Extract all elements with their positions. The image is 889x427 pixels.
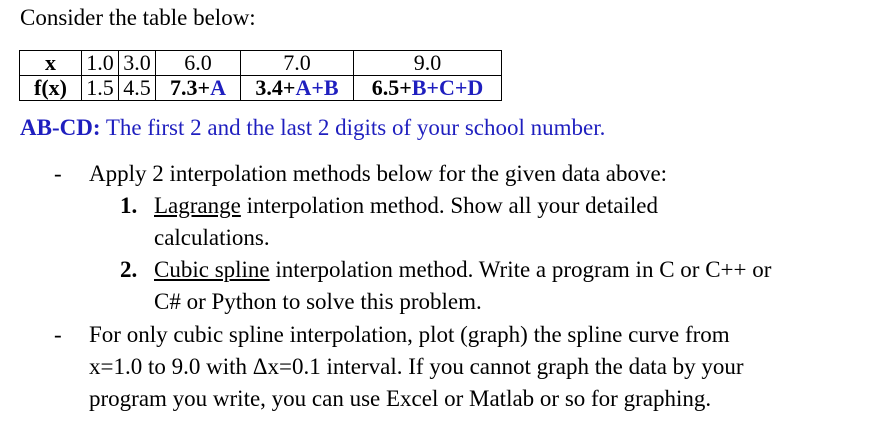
fx-base: 4.5 bbox=[123, 75, 151, 100]
fx-cell bbox=[82, 76, 119, 101]
school-number-note bbox=[20, 114, 605, 142]
item-line-1 bbox=[154, 254, 771, 286]
fx-variable: A+B bbox=[295, 75, 339, 100]
bullet-plot-spline bbox=[0, 319, 889, 419]
item-cubic-spline bbox=[0, 254, 889, 318]
x-cell: 3.0 bbox=[119, 51, 156, 76]
fx-base: 6.5+ bbox=[371, 75, 412, 100]
intro-text: Consider the table below: bbox=[20, 5, 256, 30]
item-number: 2. bbox=[120, 257, 138, 282]
fx-variable: A bbox=[210, 75, 226, 100]
x-cell: 7.0 bbox=[241, 51, 354, 76]
item-line-2: calculations. bbox=[154, 225, 270, 250]
fx-cell bbox=[354, 76, 502, 101]
x-cell: 6.0 bbox=[156, 51, 241, 76]
item-text: interpolation method. Show all your detailed bbox=[240, 193, 658, 218]
bullet-dash: - bbox=[54, 161, 62, 186]
note-text: The first 2 and the last 2 digits of your school number. bbox=[100, 115, 606, 140]
item-text: interpolation method. Write a program in C or C++ or bbox=[269, 257, 772, 282]
item-lagrange bbox=[0, 190, 889, 254]
bullet-apply-methods bbox=[0, 158, 889, 194]
bullet-line-2: x=1.0 to 9.0 with Δx=0.1 interval. If you cannot graph the data by your bbox=[89, 354, 744, 379]
fx-header: f(x) bbox=[20, 76, 82, 101]
bullet-dash: - bbox=[54, 322, 62, 347]
table-row-x bbox=[20, 51, 502, 76]
data-table bbox=[19, 50, 502, 101]
x-cell: 9.0 bbox=[354, 51, 502, 76]
fx-cell bbox=[119, 76, 156, 101]
x-header: x bbox=[20, 51, 82, 76]
bullet-line-1: For only cubic spline interpolation, plot (graph) the spline curve from bbox=[89, 322, 730, 347]
fx-cell bbox=[156, 76, 241, 101]
fx-cell bbox=[241, 76, 354, 101]
bullet-line-3: program you write, you can use Excel or Matlab or so for graphing. bbox=[89, 386, 712, 411]
method-name: Cubic spline bbox=[154, 257, 270, 282]
fx-base: 3.4+ bbox=[255, 75, 296, 100]
table-row-fx bbox=[20, 76, 502, 101]
fx-variable: B+C+D bbox=[411, 75, 484, 100]
item-number: 1. bbox=[120, 193, 138, 218]
method-name: Lagrange bbox=[154, 193, 241, 218]
item-line-1 bbox=[154, 190, 658, 222]
note-label: AB-CD: bbox=[20, 115, 101, 140]
item-line-2: C# or Python to solve this problem. bbox=[154, 289, 482, 314]
fx-base: 1.5 bbox=[86, 75, 114, 100]
bullet-text: Apply 2 interpolation methods below for the given data above: bbox=[89, 161, 668, 186]
x-cell: 1.0 bbox=[82, 51, 119, 76]
fx-base: 7.3+ bbox=[170, 75, 211, 100]
